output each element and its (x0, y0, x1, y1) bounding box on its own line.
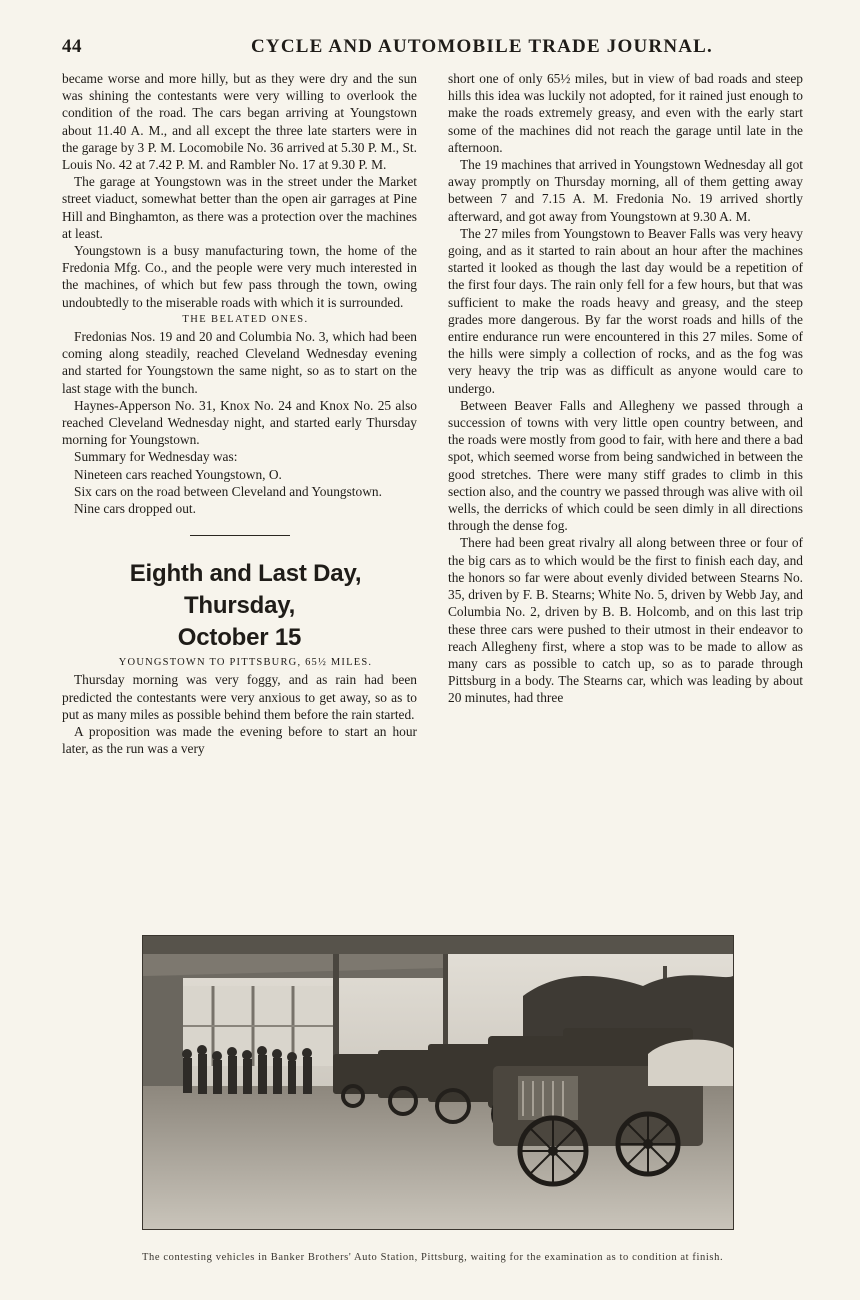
photo-caption: The contesting vehicles in Banker Brothers' Auto Station, Pittsburg, waiting for the examination as to condition at finish. (142, 1251, 724, 1263)
section-headline (62, 558, 417, 654)
section-divider (190, 535, 290, 536)
paragraph: Fredonias Nos. 19 and 20 and Columbia No. 3, which had been coming along steadily, reached Cleveland Wednesday evening and started for Youngstown the same night, so as to start on the last stage with the bunch. (62, 329, 417, 396)
paragraph: became worse and more hilly, but as they were dry and the sun was shining the contestants were very willing to overlook the condition of the road. The cars began arriving at Youngstown about 11.40 A. M., and all except the three late starters were in the garage by 3 P. M. Locomobile No. 36 arrived at 5.30 P. M., St. Louis No. 42 at 7.42 P. M. and Rambler No. 17 at 9.30 P. M. (62, 71, 417, 173)
paragraph: Nine cars dropped out. (74, 501, 196, 517)
paragraph: Six cars on the road between Cleveland and Youngstown. (74, 483, 382, 499)
right-column (448, 70, 803, 920)
paragraph: Between Beaver Falls and Allegheny we passed through a succession of towns with very little open country between, and the roads were mostly from good to fair, with here and there a bad spot, which seemed worse from being sandwiched in between the good stretches. There were many stiff grades to climb in this section also, and the country we passed through was alive with oil wells, the derricks of which could be seen dimly in all directions through the dense fog. (448, 397, 803, 534)
left-column (62, 70, 417, 910)
garage-photo (142, 935, 734, 1230)
paragraph: Youngstown is a busy manufacturing town, the home of the Fredonia Mfg. Co., and the people were very much interested in the machines, of which but few pass through the town, owing undoubtedly to the miserable roads with which it is surrounded. (62, 243, 417, 310)
section-subhead: THE BELATED ONES. (182, 313, 309, 325)
paragraph: Haynes-Apperson No. 31, Knox No. 24 and Knox No. 25 also reached Cleveland Wednesday night, and started early Thursday morning for Youngstown. (62, 397, 417, 448)
paragraph: There had been great rivalry all along between three or four of the big cars as to which would be the first to finish each day, and the honors so far were about evenly divided between Stearns No. 35, driven by F. B. Stearns; White No. 5, driven by Webb Jay, and Columbia No. 2, driven by B. B. Holcomb, and on this last trip these three cars were pushed to their utmost in their endeavor to reach Allegheny first, where a stop was to be made to allow as many cars as possible to catch up, so as to parade through Pittsburg in a body. The Stearns car, which was leading by about 20 minutes, had three (448, 535, 803, 706)
route-subhead: YOUNGSTOWN TO PITTSBURG, 65½ MILES. (118, 657, 373, 669)
journal-title: CYCLE AND AUTOMOBILE TRADE JOURNAL. (250, 36, 713, 57)
paragraph: The 19 machines that arrived in Youngstown Wednesday all got away promptly on Thursday morning, all of them getting away between 7 and 7.15 A. M. Fredonia No. 19 arrived shortly afterward, and got away from Youngstown at 9.30 A. M. (448, 157, 803, 224)
headline-line-1: Eighth and Last Day, Thursday, (129, 560, 362, 620)
paragraph: The garage at Youngstown was in the street under the Market street viaduct, somewhat better than the open air garrages at Pine Hill and Binghamton, as there was a protection over the machines at least. (62, 174, 417, 241)
paragraph: short one of only 65½ miles, but in view of bad roads and steep hills this idea was luckily not adopted, for it rained just enough to make the roads extremely greasy, and even with the early start some of the machines did not reach the garage until late in the afternoon. (448, 71, 803, 155)
headline-line-2: October 15 (177, 624, 302, 652)
page-number: 44 (62, 36, 82, 57)
paragraph: A proposition was made the evening before to start an hour later, as the run was a very (62, 724, 417, 757)
garage-photo-illustration (143, 936, 733, 1229)
paragraph: Summary for Wednesday was: (74, 449, 238, 465)
paragraph: The 27 miles from Youngstown to Beaver Falls was very heavy going, and as it started to rain about an hour after the machines started it looked as though the last day would be a repetition of the first four days. The rain only fell for a few hours, but that was sufficient to make the roads heavy and greasy, and the steep grades more dangerous. By far the worst roads and hills of the entire endurance run were encountered in this 27 miles. Some of the hills were simply a collection of rocks, and as the fog was very heavy the trip was as difficult as anyone would care to undergo. (448, 225, 803, 396)
paragraph: Thursday morning was very foggy, and as rain had been predicted the contestants were very anxious to get away, so as to put as many miles as possible behind them before the rain started. (62, 672, 417, 722)
paragraph: Nineteen cars reached Youngstown, O. (74, 466, 282, 482)
page-header (62, 36, 802, 66)
